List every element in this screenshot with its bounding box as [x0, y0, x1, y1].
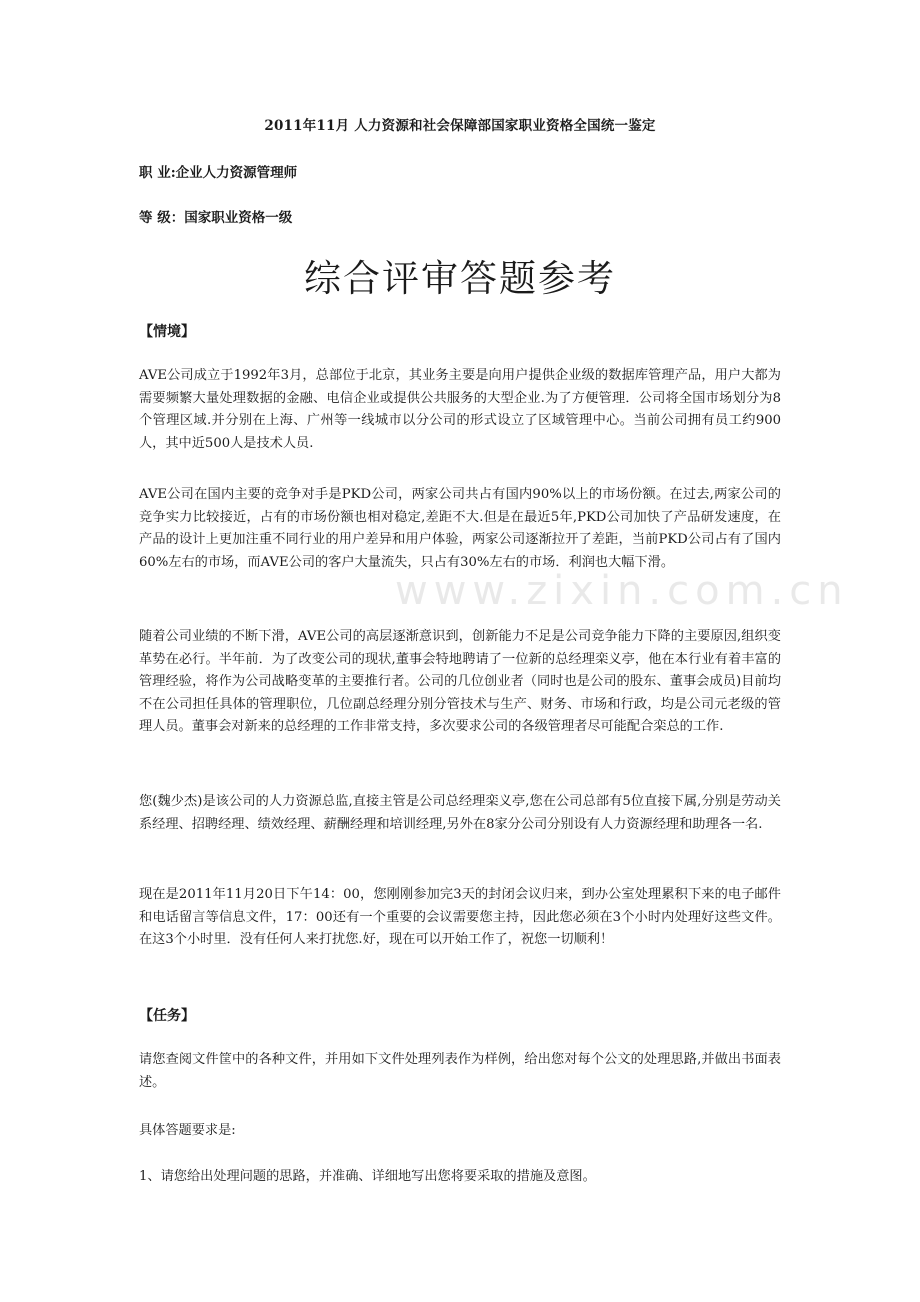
task-paragraph-3: 1、请您给出处理问题的思路，并准确、详细地写出您将要采取的措施及意图。 [139, 1169, 596, 1184]
level-line: 等 级：国家职业资格一级 [139, 210, 293, 226]
scenario-paragraph-1: AVE公司成立于1992年3月，总部位于北京，其业务主要是向用户提供企业级的数据库管理产品，用户大都为需要频繁大量处理数据的金融、电信企业或提供公共服务的大型企业.为了方便管理．公司将全国市场划分为8个管理区域.并分别在上海、广州等一线城市以分公司的形式设立了区域管理中心。当前公司拥有员工约900人，其中近500人是技术人员. [139, 368, 781, 451]
scenario-paragraph-3: 随着公司业绩的不断下滑，AVE公司的高层逐渐意识到，创新能力不足是公司竞争能力下降的主要原因,组织变革势在必行。半年前．为了改变公司的现状,董事会特地聘请了一位新的总经理栾义亭，他在本行业有着丰富的管理经验，将作为公司战略变革的主要推行者。公司的几位创业者（同时也是公司的股东、董事会成员)目前均不在公司担任具体的管理职位，几位副总经理分别分管技术与生产、财务、市场和行政，均是公司元老级的管理人员。董事会对新来的总经理的工作非常支持，多次要求公司的各级管理者尽可能配合栾总的工作. [139, 629, 781, 735]
page-title: 综合评审答题参考 [304, 257, 616, 300]
exam-header: 2011年11月 人力资源和社会保障部国家职业资格全国统一鉴定 [264, 118, 656, 134]
scenario-paragraph-5: 现在是2011年11月20日下午14：00，您刚刚参加完3天的封闭会议归来，到办公室处理累积下来的电子邮件和电话留言等信息文件，17：00还有一个重要的会议需要您主持，因此您必须在3个小时内处理好这些文件。在这3个小时里．没有任何人来打扰您.好，现在可以开始工作了，祝您一切顺利！ [139, 887, 781, 948]
scenario-heading: 【情境】 [139, 324, 195, 340]
watermark: www.zixin.com.cn [395, 568, 849, 614]
scenario-paragraph-4: 您(魏少杰)是该公司的人力资源总监,直接主管是公司总经理栾义亭,您在公司总部有5位直接下属,分别是劳动关系经理、招聘经理、绩效经理、薪酬经理和培训经理,另外在8家分公司分别设有人力资源经理和助理各一名. [139, 794, 781, 832]
task-heading: 【任务】 [139, 1008, 195, 1024]
scenario-paragraph-2: AVE公司在国内主要的竞争对手是PKD公司，两家公司共占有国内90%以上的市场份额。在过去,两家公司的竞争实力比较接近，占有的市场份额也相对稳定,差距不大.但是在最近5年,PKD公司加快了产品研发速度，在产品的设计上更加注重不同行业的用户差异和用户体验，两家公司逐渐拉开了差距，当前PKD公司占有了国内60%左右的市场，而AVE公司的客户大量流失，只占有30%左右的市场．利润也大幅下滑。 [139, 487, 781, 570]
task-paragraph-2: 具体答题要求是: [139, 1123, 236, 1138]
task-paragraph-1: 请您查阅文件筐中的各种文件，并用如下文件处理列表作为样例，给出您对每个公文的处理思路,并做出书面表述。 [139, 1052, 781, 1090]
occupation-line: 职 业:企业人力资源管理师 [139, 165, 298, 181]
